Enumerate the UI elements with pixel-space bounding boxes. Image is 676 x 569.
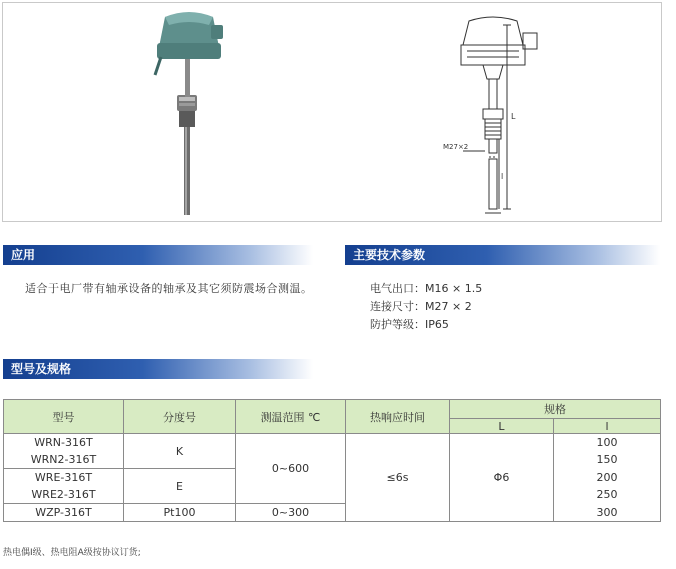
footnote: 热电偶Ⅰ级、热电阻A级按协议订货; bbox=[3, 548, 141, 558]
spec-value: IP65 bbox=[425, 318, 449, 331]
product-photo bbox=[93, 3, 333, 219]
L-cell: Φ6 bbox=[450, 434, 554, 522]
length-label-L: L bbox=[511, 112, 516, 121]
header-graduation: 分度号 bbox=[124, 400, 236, 434]
dimension-drawing bbox=[423, 3, 643, 219]
graduation-cell: Pt100 bbox=[124, 504, 236, 522]
product-image-panel bbox=[2, 2, 662, 222]
spec-row-connection bbox=[370, 298, 482, 316]
header-L: L bbox=[450, 419, 554, 434]
spec-label: 防护等级： bbox=[370, 318, 425, 331]
spec-list bbox=[370, 280, 482, 334]
header-response: 热响应时间 bbox=[346, 400, 450, 434]
thread-label: M27×2 bbox=[443, 143, 469, 151]
spec-label: 电气出口： bbox=[370, 282, 425, 295]
range-cell: 0~300 bbox=[236, 504, 346, 522]
l-cell: 200 bbox=[554, 469, 661, 487]
spec-value: M27 × 2 bbox=[425, 300, 472, 313]
l-cell: 300 bbox=[554, 504, 661, 522]
graduation-cell: E bbox=[124, 469, 236, 504]
model-cell: WRE-316T bbox=[4, 469, 124, 487]
l-cell: 250 bbox=[554, 486, 661, 504]
model-cell: WZP-316T bbox=[4, 504, 124, 522]
application-text: 适合于电厂带有轴承设备的轴承及其它须防震场合测温。 bbox=[25, 282, 313, 295]
header-range: 测温范围 ℃ bbox=[236, 400, 346, 434]
spec-label: 连接尺寸： bbox=[370, 300, 425, 313]
application-heading: 应用 bbox=[3, 245, 313, 265]
header-model: 型号 bbox=[4, 400, 124, 434]
graduation-cell: K bbox=[124, 434, 236, 469]
l-cell: 100 bbox=[554, 434, 661, 452]
model-cell: WRN2-316T bbox=[4, 451, 124, 469]
range-cell: 0~600 bbox=[236, 434, 346, 504]
spec-row-outlet bbox=[370, 280, 482, 298]
spec-table bbox=[3, 399, 661, 522]
model-cell: WRE2-316T bbox=[4, 486, 124, 504]
spec-row-protection bbox=[370, 316, 482, 334]
model-cell: WRN-316T bbox=[4, 434, 124, 452]
spec-value: M16 × 1.5 bbox=[425, 282, 483, 295]
header-spec: 规格 bbox=[450, 400, 661, 419]
length-label-l: l bbox=[501, 172, 504, 181]
specs-heading: 主要技术参数 bbox=[345, 245, 660, 265]
model-heading: 型号及规格 bbox=[3, 359, 313, 379]
header-l: l bbox=[554, 419, 661, 434]
l-cell: 150 bbox=[554, 451, 661, 469]
response-cell: ≤6s bbox=[346, 434, 450, 522]
